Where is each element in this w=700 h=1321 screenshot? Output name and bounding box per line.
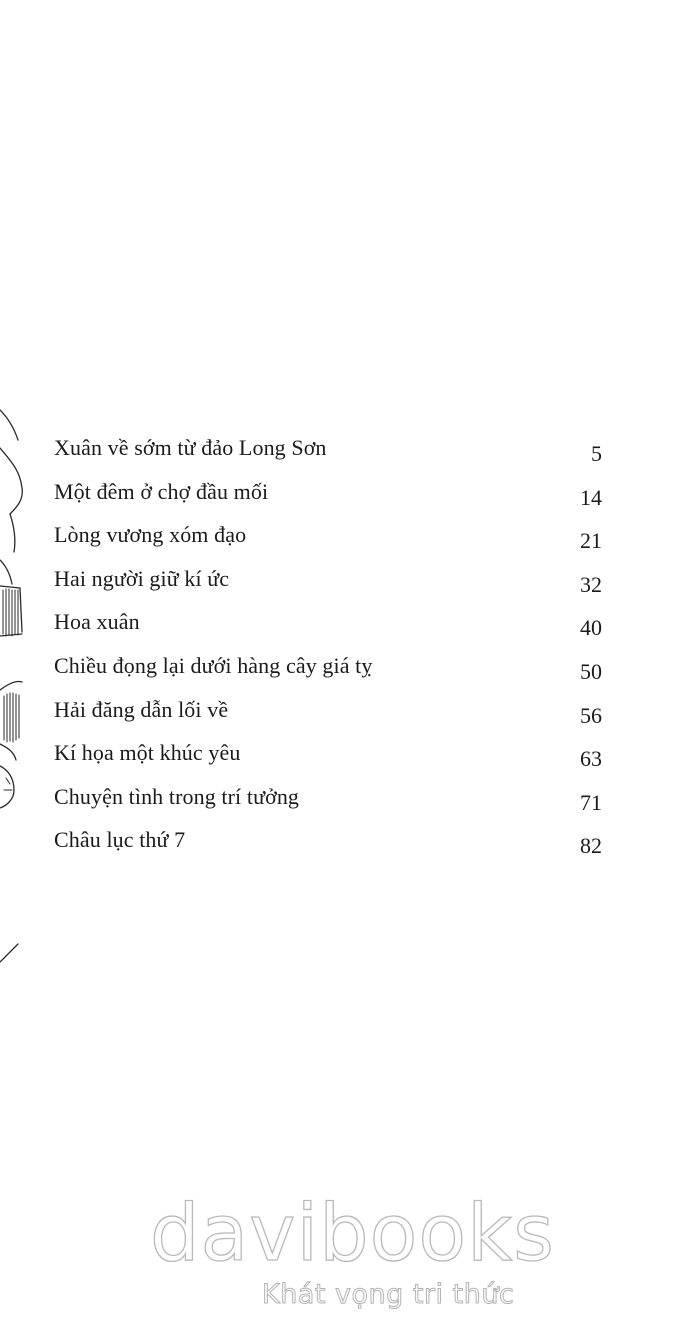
toc-entry[interactable] bbox=[54, 692, 602, 736]
toc-entry-page: 63 bbox=[580, 746, 602, 772]
toc-entry-page: 21 bbox=[580, 528, 602, 554]
toc-entry-title: Châu lục thứ 7 bbox=[54, 827, 186, 853]
toc-entry-page: 14 bbox=[580, 484, 602, 510]
toc-entry[interactable] bbox=[54, 474, 602, 518]
toc-entry-title: Hải đăng dẫn lối về bbox=[54, 696, 229, 722]
toc-entry[interactable] bbox=[54, 648, 602, 692]
toc-entry-page: 50 bbox=[580, 658, 602, 684]
toc-entry[interactable] bbox=[54, 822, 602, 866]
toc-entry-title: Hoa xuân bbox=[54, 609, 140, 635]
toc-entry[interactable] bbox=[54, 430, 602, 474]
toc-entry-page: 56 bbox=[580, 702, 602, 728]
toc-entry-page: 82 bbox=[580, 833, 602, 859]
toc-entry-page: 32 bbox=[580, 571, 602, 597]
toc-entry-title: Chiều đọng lại dưới hàng cây giá tỵ bbox=[54, 652, 373, 678]
toc-entry-page: 5 bbox=[591, 441, 602, 466]
toc-entry-title: Hai người giữ kí ức bbox=[54, 565, 230, 591]
toc-entry-title: Một đêm ở chợ đầu mối bbox=[54, 478, 269, 504]
toc-entry[interactable] bbox=[54, 561, 602, 605]
toc-entry-title: Chuyện tình trong trí tưởng bbox=[54, 783, 300, 809]
table-of-contents bbox=[54, 430, 602, 866]
watermark-logo bbox=[150, 1189, 555, 1310]
toc-entry-page: 71 bbox=[580, 789, 602, 815]
toc-entry-title: Xuân về sớm từ đảo Long Sơn bbox=[54, 435, 327, 460]
toc-entry-title: Lòng vương xóm đạo bbox=[54, 522, 247, 548]
toc-entry-page: 40 bbox=[580, 615, 602, 641]
sketch-illustration bbox=[0, 0, 60, 1321]
watermark-brand: davibooks bbox=[150, 1189, 555, 1279]
toc-entry[interactable] bbox=[54, 517, 602, 561]
watermark-tagline: Khát vọng tri thức bbox=[262, 1279, 515, 1310]
toc-entry[interactable] bbox=[54, 604, 602, 648]
toc-entry[interactable] bbox=[54, 735, 602, 779]
toc-entry[interactable] bbox=[54, 779, 602, 823]
toc-entry-title: Kí họa một khúc yêu bbox=[54, 740, 241, 766]
